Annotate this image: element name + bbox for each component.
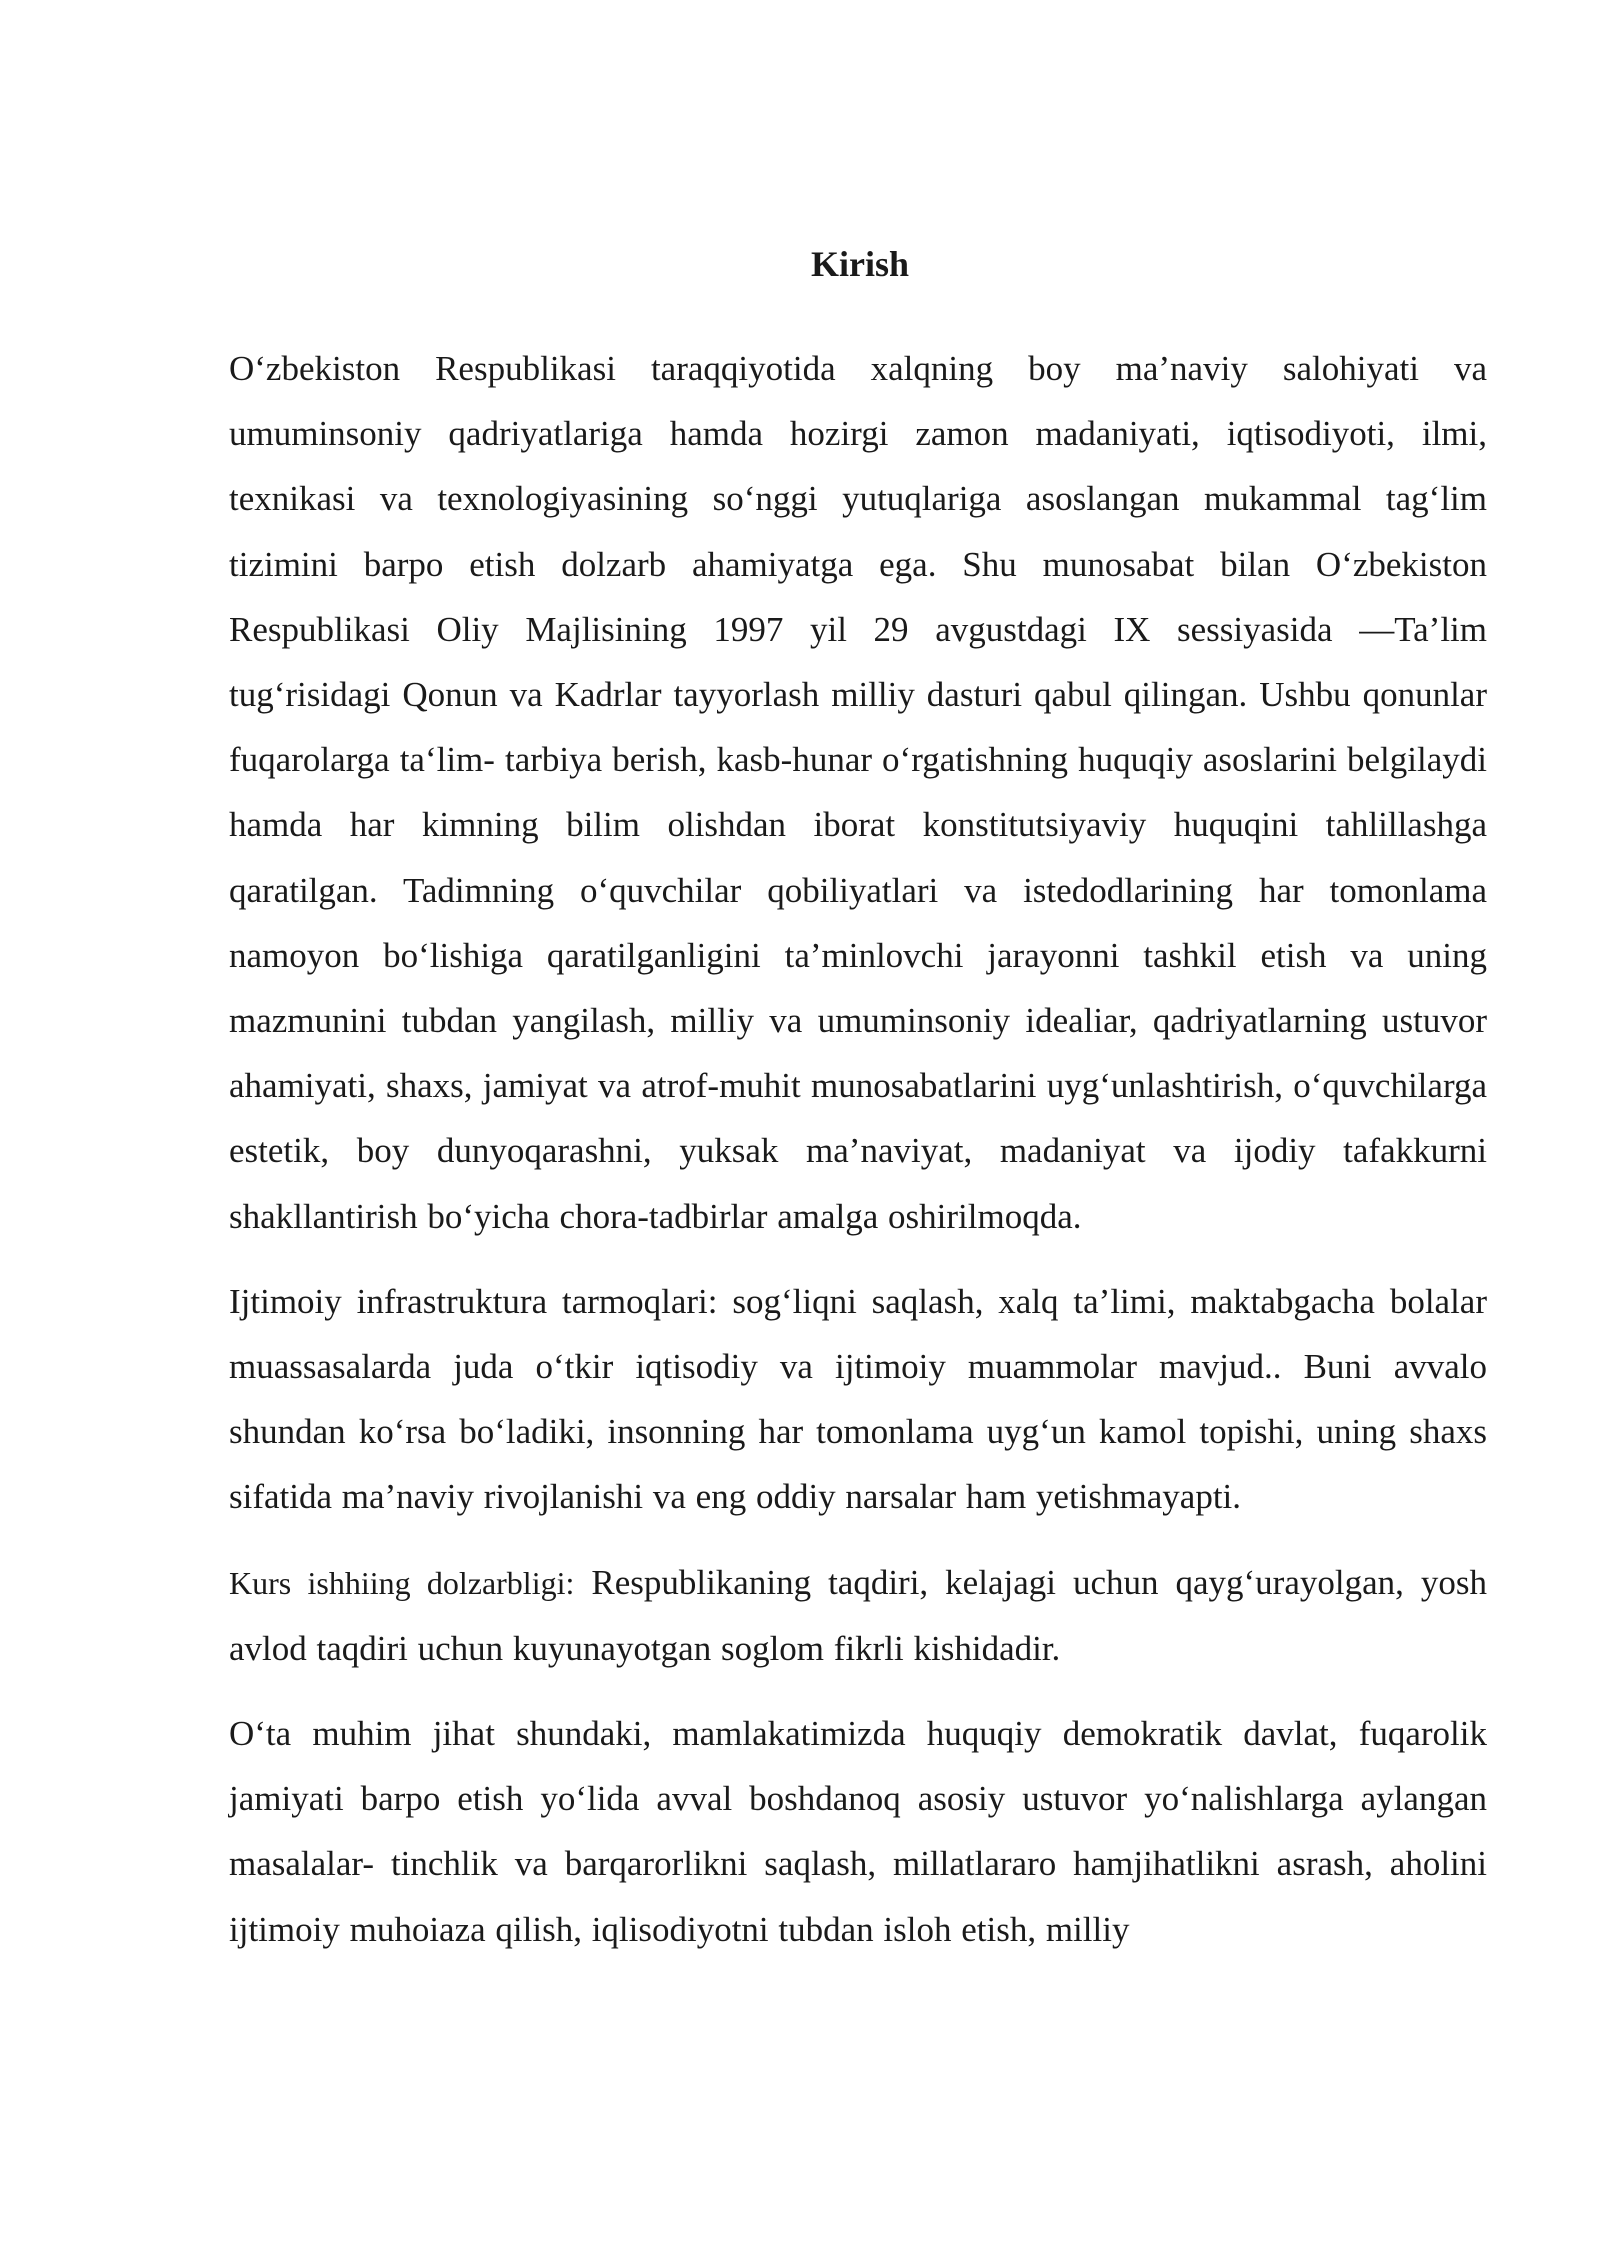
page-title: Kirish [810,244,909,284]
paragraph-infrastructure: Ijtimoiy infrastruktura tarmoqlari: sog‘liqni saqlash, xalq ta’limi, maktabgacha bolalar muassasalarda juda o‘tkir iqtisodiy va ijtimoiy muammolar mavjud.. Buni avvalo shundan ko‘rsa bo‘ladiki, insonning har tomonlama uyg‘un kamol topishi, uning shaxs sifatida ma’naviy rivojlanishi va eng oddiy narsalar ham yetishmayapti. [229,1281,1487,1517]
relevance-label: Kurs ishhiing dolzarbligi: [229,1564,575,1601]
document-body [229,336,1487,1982]
relevance-text: Respublikaning taqdiri, kelajagi uchun qayg‘urayolgan, yosh avlod taqdiri uchun kuyunayotgan soglom fikrli kishidadir. [229,1562,1487,1668]
paragraph-intro: O‘zbekiston Respublikasi taraqqiyotida xalqning boy ma’naviy salohiyati va umuminsoniy qadriyatlariga hamda hozirgi zamon madaniyati, iqtisodiyoti, ilmi, texnikasi va texnologiyasining so‘nggi yutuqlariga asoslangan mukammal tag‘lim tizimini barpo etish dolzarb ahamiyatga ega. Shu munosabat bilan O‘zbekiston Respublikasi Oliy Majlisining 1997 yil 29 avgustdagi IX sessiyasida —Ta’lim tug‘risidagi Qonun va Kadrlar tayyorlash milliy dasturi qabul qilingan. Ushbu qonunlar fuqarolarga ta‘lim- tarbiya berish, kasb-hunar o‘rgatishning huquqiy asoslarini belgilaydi hamda har kimning bilim olishdan iborat konstitutsiyaviy huquqini tahlillashga qaratilgan. Tadimning o‘quvchilar qobiliyatlari va istedodlarining har tomonlama namoyon bo‘lishiga qaratilganligini ta’minlovchi jarayonni tashkil etish va uning mazmunini tubdan yangilash, milliy va umuminsoniy idealiar, qadriyatlarning ustuvor ahamiyati, shaxs, jamiyat va atrof-muhit munosabatlarini uyg‘unlashtirish, o‘quvchilarga estetik, boy dunyoqarashni, yuksak ma’naviyat, madaniyat va ijodiy tafakkurni shakllantirish bo‘yicha chora-tadbirlar amalga oshirilmoqda. [229,349,1487,1236]
paragraph-relevance [229,1550,1487,1681]
paragraph-final: O‘ta muhim jihat shundaki, mamlakatimizda huquqiy demokratik davlat, fuqarolik jamiyati barpo etish yo‘lida avval boshdanoq asosiy ustuvor yo‘nalishlarga aylangan masalalar- tinchlik va barqarorlikni saqlash, millatlararo hamjihatlikni asrash, aholini ijtimoiy muhoiaza qilish, iqlisodiyotni tubdan isloh etish, milliy [229,1714,1487,1949]
